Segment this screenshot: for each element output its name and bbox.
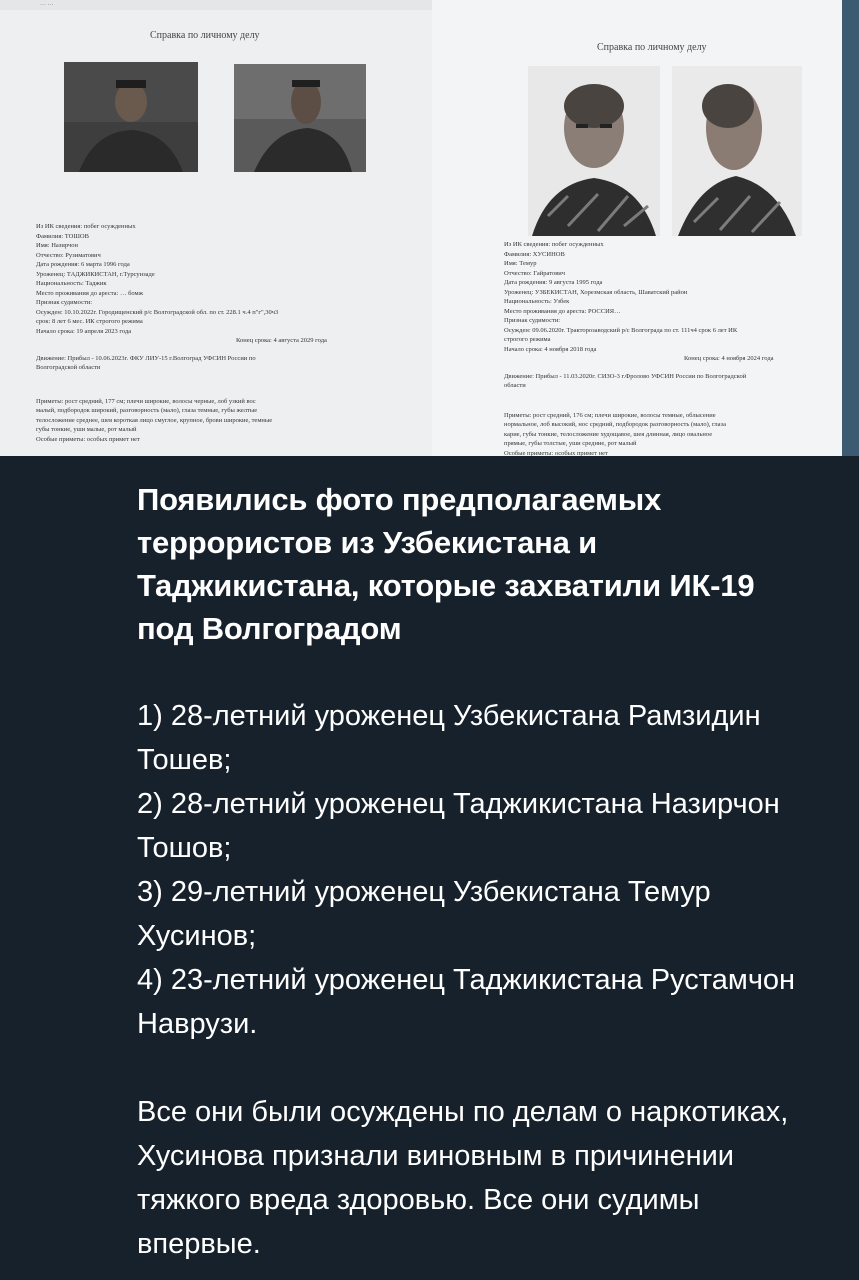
mugshot-profile [234, 64, 366, 172]
sheet-line: Особые приметы: особых примет нет [504, 449, 608, 456]
list-item: 1) 28-летний уроженец Узбекистана Рамзидин Тошев; [137, 700, 761, 776]
sheet-line: Уроженец: ТАДЖИКИСТАН, г.Турсунзаде [36, 270, 155, 278]
sheet-line: Признак судимости: [36, 299, 93, 306]
list-item: 3) 29-летний уроженец Узбекистана Темур Хусинов; [137, 876, 711, 952]
sheet-line: телосложение среднее, шея короткая лицо смуглое, крупное, брови широкие, темные [36, 416, 273, 424]
sheet-line: Из ИК сведения: побег осужденных [504, 241, 604, 248]
sheet-line: Имя: Темур [504, 260, 537, 267]
sheet-line: Приметы: рост средний, 176 см; плечи широкие, волосы темные, облысение [504, 411, 716, 419]
dossier-sheet-left [0, 0, 432, 456]
list-item: 2) 28-летний уроженец Таджикистана Назирчон Тошов; [137, 788, 780, 864]
list-item: 4) 23-летний уроженец Таджикистана Рустамчон Наврузи. [137, 964, 796, 1040]
sheet-line: области [504, 382, 526, 389]
sheet-line: Осужден: 09.06.2020г. Тракторозаводский р/с Волгограда по ст. 111ч4 срок 6 лет ИК [504, 326, 738, 334]
sheet-line: нормальное, лоб высокий, нос средний, подбородок разговорность (мало), глаза [504, 421, 726, 428]
sheet-line: срок: 8 лет 6 мес. ИК строгого режима [36, 318, 143, 325]
post-headline: Появились фото предполагаемых террористов из Узбекистана и Таджикистана, которые захватили ИК-19 под Волгоградом [137, 482, 755, 646]
sheet-line: Дата рождения: 6 марта 1996 года [36, 261, 130, 268]
sheet-line: Из ИК сведения: побег осужденных [36, 223, 136, 230]
sheet-line: Национальность: Таджик [36, 280, 107, 287]
sheet-line: Дата рождения: 9 августа 1995 года [504, 279, 603, 286]
sheet-line: Отчество: Гайратович [504, 269, 566, 277]
sheet-line: строгого режима [504, 336, 551, 343]
sheet-line: Волгоградской области [36, 364, 101, 371]
sheet-line: Движение: Прибыл - 10.06.2023г. ФКУ ЛИУ-15 г.Волгоград УФСИН России по [36, 354, 256, 362]
photo-background-edge [842, 0, 859, 456]
sheet-line: Фамилия: ХУСИНОВ [504, 250, 565, 258]
sheet-line: губы тонкие, уши малые, рот малый [36, 426, 137, 433]
post-closing-paragraph: Все они были осуждены по делам о наркотиках, Хусинова признали виновным в причинении тяжкого вреда здоровью. Все они судимы впервые. [137, 1096, 789, 1260]
sheet-line: Движение: Прибыл - 11.03.2020г. СИЗО-3 г.Фролово УФСИН России по Волгоградской [504, 372, 747, 380]
mugshot-front [528, 66, 660, 236]
sheet-line: Особые приметы: особых примет нет [36, 435, 140, 443]
sheet-line: малый, подбородок широкий, разговорность (мало), глаза темные, губы желтые [36, 407, 258, 414]
sheet-header: Справка по личному делу [597, 42, 707, 53]
sheet-line: Место проживания до ареста: РОССИЯ… [504, 307, 621, 315]
post-text [137, 478, 797, 1266]
sheet-line: Отчество: Рузиматович [36, 251, 101, 259]
attached-photo[interactable] [0, 0, 859, 456]
sheet-line: Имя: Назирчон [36, 242, 78, 249]
sheet-text-right [504, 240, 839, 456]
sheet-top-strip: … … [0, 0, 432, 10]
sheet-line: Признак судимости: [504, 317, 561, 324]
sheet-line: Национальность: Узбек [504, 298, 570, 305]
sheet-line: карие, губы тонкие, телосложение худощавое, шея длинная, лицо овальное [504, 430, 713, 438]
sheet-line: прямые, губы толстые, уши средние, рот малый [504, 440, 637, 447]
sheet-line: Конец срока: 4 августа 2029 года [236, 337, 327, 344]
sheet-line: Уроженец: УЗБЕКИСТАН, Хорезмская область, Шаватский район [504, 288, 688, 296]
sheet-line: Начало срока: 19 апреля 2023 года [36, 327, 132, 335]
sheet-line: Начало срока: 4 ноября 2018 года [504, 345, 597, 353]
dossier-sheet-right [432, 0, 842, 456]
sheet-line: Конец срока: 4 ноября 2024 года [684, 355, 774, 362]
mugshot-profile [672, 66, 802, 236]
mugshot-front [64, 62, 198, 172]
sheet-text-left [36, 222, 416, 444]
sheet-line: Место проживания до ареста: … бомж [36, 289, 144, 297]
sheet-line: Фамилия: ТОШОВ [36, 232, 89, 240]
sheet-line: Осужден: 10.10.2022г. Городищенский р/с Волгоградской обл. по ст. 228.1 ч.4 п"г",30ч3 [36, 308, 279, 316]
sheet-header: Справка по личному делу [150, 30, 260, 41]
sheet-line: Приметы: рост средний, 177 см; плечи широкие, волосы черные, лоб узкий вос [36, 397, 256, 405]
